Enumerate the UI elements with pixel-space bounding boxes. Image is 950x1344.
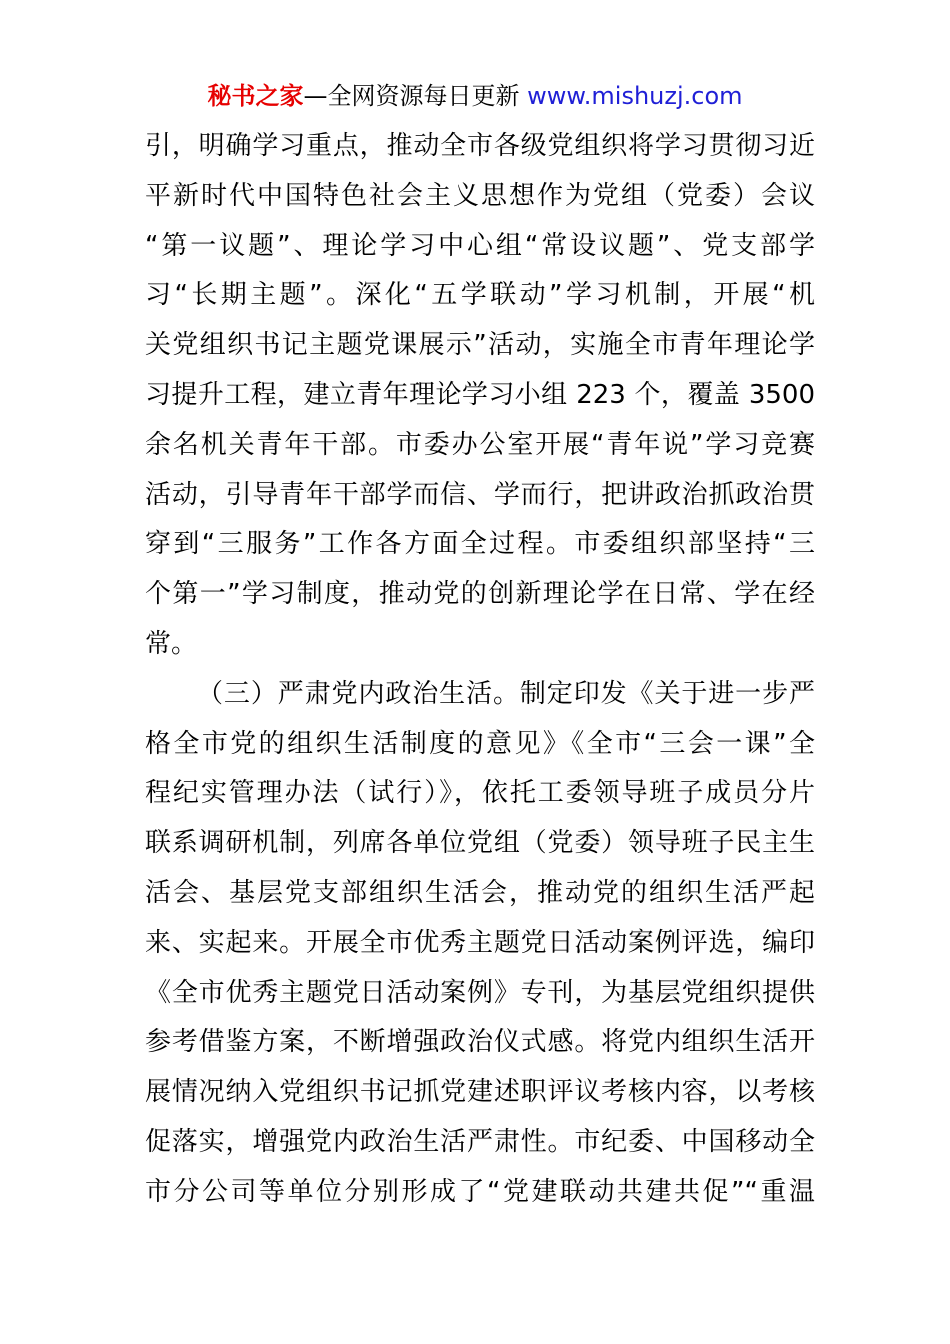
- text-line: 穿到“三服务”工作各方面全过程。市委组织部坚持“三: [145, 529, 815, 560]
- site-header: [0, 80, 950, 112]
- text-line: 习“长期主题”。深化“五学联动”学习机制，开展“机: [145, 280, 815, 311]
- site-url-link[interactable]: www.mishuzj.com: [527, 82, 743, 110]
- text-line: 平新时代中国特色社会主义思想作为党组（党委）会议: [145, 180, 815, 211]
- text-line: 展情况纳入党组织书记抓党建述职评议考核内容，以考核: [145, 1077, 815, 1108]
- text-line: 常。: [145, 628, 198, 659]
- document-body: [145, 122, 815, 1218]
- text-line: 《全市优秀主题党日活动案例》专刊，为基层党组织提供: [145, 977, 815, 1008]
- text-line: 习提升工程，建立青年理论学习小组 223 个，覆盖 3500: [145, 379, 815, 410]
- text-line: “第一议题”、理论学习中心组“常设议题”、党支部学: [145, 230, 815, 261]
- text-line: 格全市党的组织生活制度的意见》《全市“三会一课”全: [145, 728, 815, 759]
- text-line: 参考借鉴方案，不断增强政治仪式感。将党内组织生活开: [145, 1027, 815, 1058]
- text-line: 来、实起来。开展全市优秀主题党日活动案例评选，编印: [145, 927, 815, 958]
- site-tagline: —全网资源每日更新: [303, 82, 520, 110]
- text-line: 程纪实管理办法（试行）》，依托工委领导班子成员分片: [145, 778, 815, 809]
- text-line: 活动，引导青年干部学而信、学而行，把讲政治抓政治贯: [145, 479, 815, 510]
- text-line: 引，明确学习重点，推动全市各级党组织将学习贯彻习近: [145, 131, 815, 161]
- section-heading-line: （三）严肃党内政治生活。制定印发《关于进一步严: [197, 678, 815, 709]
- text-line: 市分公司等单位分别形成了“党建联动共建共促”“重温: [145, 1176, 815, 1207]
- text-line: 关党组织书记主题党课展示”活动，实施全市青年理论学: [145, 330, 815, 361]
- text-line: 余名机关青年干部。市委办公室开展“青年说”学习竞赛: [145, 429, 815, 460]
- text-line: 促落实，增强党内政治生活严肃性。市纪委、中国移动全: [145, 1126, 815, 1157]
- text-line: 活会、基层党支部组织生活会，推动党的组织生活严起: [145, 877, 815, 908]
- text-line: 个第一”学习制度，推动党的创新理论学在日常、学在经: [145, 579, 815, 610]
- site-brand: 秘书之家: [207, 82, 304, 110]
- text-line: 联系调研机制，列席各单位党组（党委）领导班子民主生: [145, 828, 815, 859]
